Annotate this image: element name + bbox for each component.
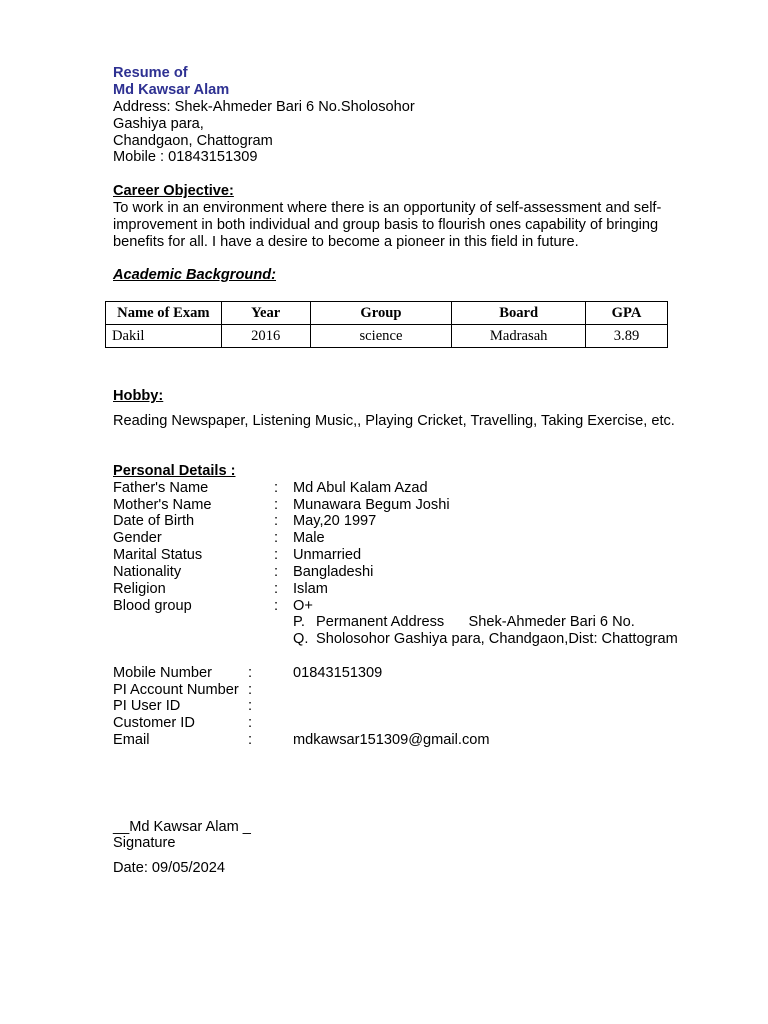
table-cell: 2016 xyxy=(221,325,310,348)
separator-colon: : xyxy=(274,598,279,614)
separator-colon: : xyxy=(274,564,279,580)
religion-label: Religion xyxy=(113,581,166,597)
hobby-text: Reading Newspaper, Listening Music,, Playing Cricket, Travelling, Taking Exercise, etc. xyxy=(113,413,675,429)
separator-colon: : xyxy=(274,581,279,597)
column-header: Group xyxy=(310,302,452,325)
table-cell: Madrasah xyxy=(452,325,586,348)
separator-colon: : xyxy=(248,682,253,698)
separator-colon: : xyxy=(274,497,279,513)
separator-colon: : xyxy=(248,665,253,681)
candidate-name: Md Kawsar Alam xyxy=(113,82,230,98)
separator-colon: : xyxy=(274,513,279,529)
signature-label: Signature xyxy=(113,835,176,851)
mothers-name-label: Mother's Name xyxy=(113,497,212,513)
marital-status-label: Marital Status xyxy=(113,547,203,563)
career-objective-text: To work in an environment where there is an opportunity of self-assessment and self-improvement in both individual and group basis to flourish ones capability of bringing benefits for all. I have a desire to become a pioneer in this field in future. xyxy=(113,200,662,250)
table-cell: Dakil xyxy=(106,325,222,348)
mobile-number-value: 01843151309 xyxy=(293,665,383,681)
address-list-marker-q: Q. xyxy=(293,631,309,647)
email-value: mdkawsar151309@gmail.com xyxy=(293,732,490,748)
permanent-address-text: Permanent Address Shek-Ahmeder Bari 6 No. xyxy=(316,614,635,630)
fathers-name-label: Father's Name xyxy=(113,480,209,496)
mobile-line: Mobile : 01843151309 xyxy=(113,149,258,165)
religion-value: Islam xyxy=(293,581,328,597)
date-of-birth-value: May,20 1997 xyxy=(293,513,377,529)
permanent-address-continued: Sholosohor Gashiya para, Chandgaon,Dist: Chattogram xyxy=(316,631,678,647)
table-header-row xyxy=(106,302,668,325)
nationality-label: Nationality xyxy=(113,564,182,580)
signature-date: Date: 09/05/2024 xyxy=(113,860,225,876)
gender-label: Gender xyxy=(113,530,162,546)
column-header: Year xyxy=(221,302,310,325)
separator-colon: : xyxy=(274,480,279,496)
date-of-birth-label: Date of Birth xyxy=(113,513,195,529)
pi-user-id-label: PI User ID xyxy=(113,698,181,714)
address-line-2: Gashiya para, xyxy=(113,116,204,132)
signature-name-line: __Md Kawsar Alam _ xyxy=(113,819,251,835)
nationality-value: Bangladeshi xyxy=(293,564,374,580)
mobile-number-label: Mobile Number xyxy=(113,665,212,681)
table-row xyxy=(106,325,668,348)
separator-colon: : xyxy=(274,547,279,563)
academic-table xyxy=(105,301,668,348)
column-header: Name of Exam xyxy=(106,302,222,325)
marital-status-value: Unmarried xyxy=(293,547,362,563)
table-cell: 3.89 xyxy=(586,325,668,348)
column-header: Board xyxy=(452,302,586,325)
separator-colon: : xyxy=(248,698,253,714)
academic-background-heading: Academic Background: xyxy=(113,267,277,283)
email-label: Email xyxy=(113,732,150,748)
mothers-name-value: Munawara Begum Joshi xyxy=(293,497,450,513)
career-objective-heading: Career Objective: xyxy=(113,183,234,199)
hobby-heading: Hobby: xyxy=(113,388,164,404)
resume-of-label: Resume of xyxy=(113,65,188,81)
column-header: GPA xyxy=(586,302,668,325)
pi-account-number-label: PI Account Number xyxy=(113,682,239,698)
customer-id-label: Customer ID xyxy=(113,715,195,731)
address-list-marker-p: P. xyxy=(293,614,305,630)
gender-value: Male xyxy=(293,530,325,546)
table-cell: science xyxy=(310,325,452,348)
address-line-3: Chandgaon, Chattogram xyxy=(113,133,273,149)
fathers-name-value: Md Abul Kalam Azad xyxy=(293,480,428,496)
blood-group-label: Blood group xyxy=(113,598,192,614)
personal-details-heading: Personal Details : xyxy=(113,463,236,479)
address-line-1: Address: Shek-Ahmeder Bari 6 No.Sholosohor xyxy=(113,99,415,115)
separator-colon: : xyxy=(248,715,253,731)
separator-colon: : xyxy=(274,530,279,546)
blood-group-value: O+ xyxy=(293,598,313,614)
separator-colon: : xyxy=(248,732,253,748)
